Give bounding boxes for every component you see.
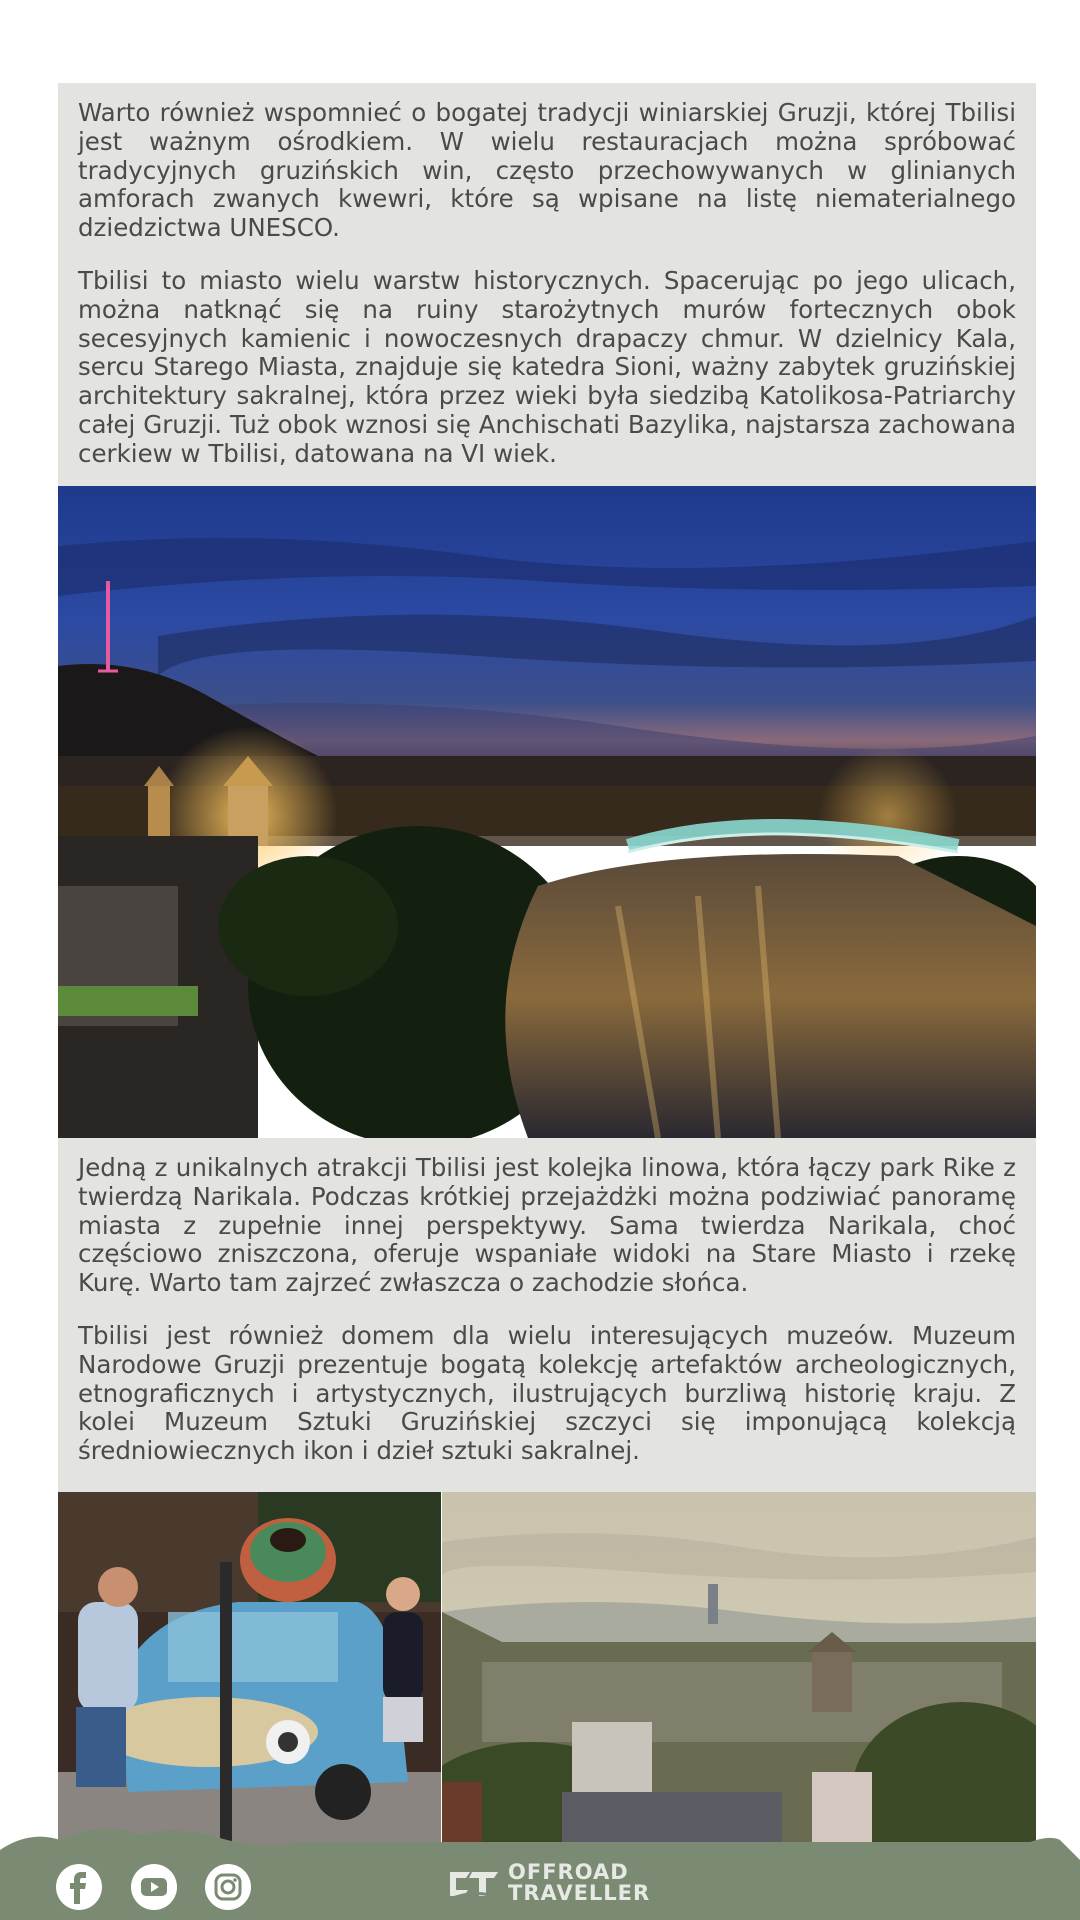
photo-car-with-amphora [58, 1492, 441, 1866]
text-section-middle [58, 1138, 1036, 1492]
paragraph-museums: Tbilisi jest również domem dla wielu interesujących muzeów. Muzeum Narodowe Gruzji prezentuje bogatą kolekcję artefaktów archeologicznych, etnograficznych i artystycznych, ilustrujących burzliwą historię kraju. Z kolei Muzeum Sztuki Gruzińskiej szczyci się imponującą kolekcją średniowiecznych ikon i dzieł sztuki sakralnej. [78, 1320, 1016, 1466]
paragraph-historical-layers: Tbilisi to miasto wielu warstw historycznych. Spacerując po jego ulicach, można natknąć się na ruiny starożytnych murów fortecznych obok secesyjnych kamienic i nowoczesnych drapaczy chmur. W dzielnicy Kala, sercu Starego Miasta, znajduje się katedra Sioni, ważny zabytek gruzińskiej architektury sakralnej, która przez wieki była siedzibą Katolikosa-Patriarchy całej Gruzji. Tuż obok wznosi się Anchischati Bazylika, najstarsza zachowana cerkiew w Tbilisi, datowana na VI wiek. [78, 265, 1016, 468]
brand-line-1: OFFROAD [508, 1860, 629, 1884]
text-section-top [58, 83, 1036, 486]
offroad-logo-icon [446, 1864, 502, 1904]
brand-line-2: TRAVELLER [508, 1881, 651, 1905]
paragraph-wine-tradition: Warto również wspomnieć o bogatej tradycji winiarskiej Gruzji, której Tbilisi jest ważnym ośrodkiem. W wielu restauracjach można spróbować tradycyjnych gruzińskich win, często przechowywanych w glinianych amforach zwanych kwewri, które są wpisane na listę niematerialnego dziedzictwa UNESCO. [78, 98, 1016, 243]
facebook-icon[interactable] [56, 1864, 102, 1910]
brand-logo [446, 1862, 666, 1908]
brand-name [508, 1862, 650, 1904]
photo-tbilisi-night-river [58, 486, 1036, 1138]
paragraph-cable-car: Jedną z unikalnych atrakcji Tbilisi jest kolejka linowa, która łączy park Rike z twierdzą Narikala. Podczas krótkiej przejażdżki można podziwiać panoramę miasta z zupełnie innej perspektywy. Sama twierdza Narikala, choć częściowo zniszczona, oferuje wspaniałe widoki na Stare Miasto i rzekę Kurę. Warto tam zajrzeć zwłaszcza o zachodzie słońca. [78, 1153, 1016, 1298]
youtube-icon[interactable] [131, 1864, 177, 1910]
photo-tbilisi-panorama [442, 1492, 1036, 1866]
instagram-icon[interactable] [205, 1864, 251, 1910]
